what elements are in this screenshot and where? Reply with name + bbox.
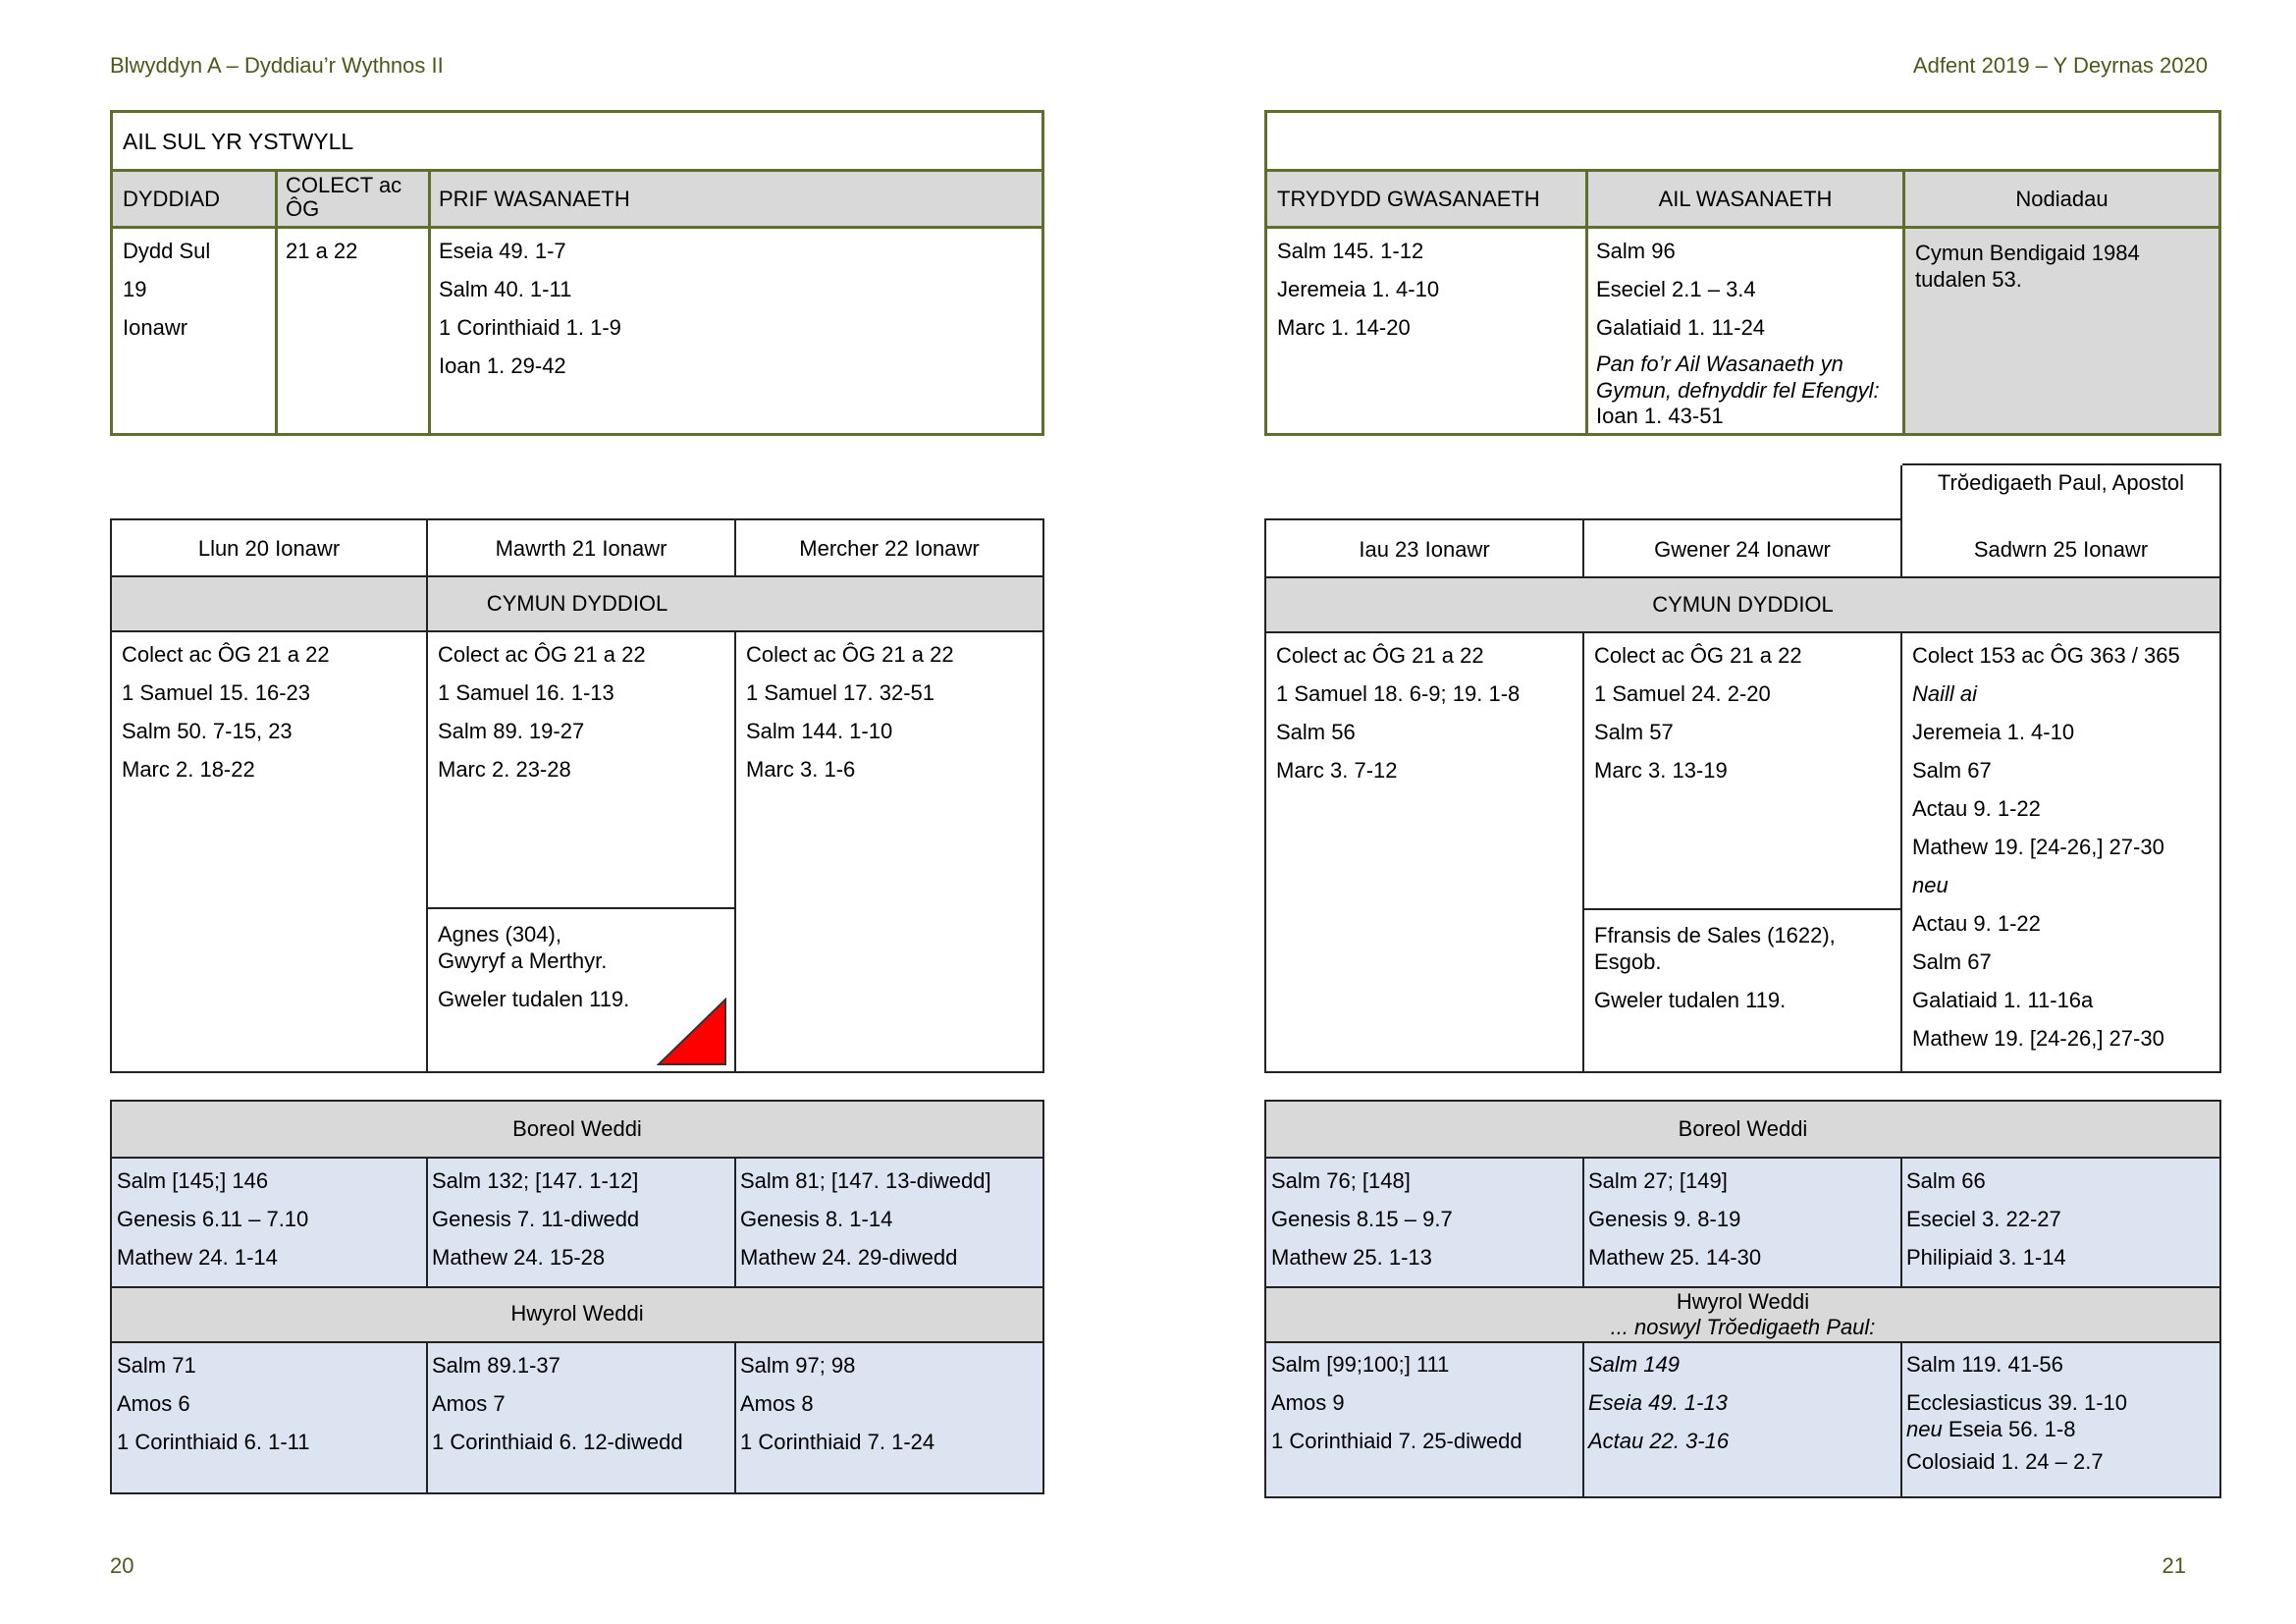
running-header-right: Adfent 2019 – Y Deyrnas 2020 (1912, 53, 2208, 78)
evening-wed: Salm 97; 98 Amos 8 1 Corinthiaid 7. 1-24 (740, 1353, 935, 1454)
col-ail: AIL WASANAETH (1658, 187, 1833, 211)
office-table-left (110, 1100, 1044, 1494)
eucharist-mon: Colect ac ÔG 21 a 22 1 Samuel 15. 16-23 Salm 50. 7-15, 23 Marc 2. 18-22 (122, 642, 330, 782)
cymun-dyddiol-right: CYMUN DYDDIOL (1652, 592, 1834, 617)
day-sat: Sadwrn 25 Ionawr (1973, 537, 2149, 562)
morning-title-right: Boreol Weddi (1678, 1116, 1808, 1141)
sunday-main-readings: Eseia 49. 1-7 Salm 40. 1-11 1 Corinthiaid 1. 1-9 Ioan 1. 29-42 (439, 239, 621, 378)
sat-feast: Trŏedigaeth Paul, Apostol (1937, 470, 2185, 495)
eucharist-wed: Colect ac ÔG 21 a 22 1 Samuel 17. 32-51 Salm 144. 1-10 Marc 3. 1-6 (746, 642, 954, 782)
evening-sat: Salm 119. 41-56 Ecclesiasticus 39. 1-10 neu Eseia 56. 1-8 Colosiaid 1. 24 – 2.7 (1906, 1352, 2127, 1474)
fri-commemoration: Ffransis de Sales (1622), Esgob. Gweler tudalen 119. (1594, 923, 1836, 1012)
col-prif: PRIF WASANAETH (439, 187, 630, 211)
day-tue: Mawrth 21 Ionawr (495, 536, 667, 561)
evening-tue: Salm 89.1-37 Amos 7 1 Corinthiaid 6. 12-diwedd (432, 1353, 683, 1454)
second-note-reading: Ioan 1. 43-51 (1596, 404, 1724, 428)
eucharist-thu: Colect ac ÔG 21 a 22 1 Samuel 18. 6-9; 19. 1-8 Salm 56 Marc 3. 7-12 (1276, 643, 1521, 783)
tue-commemoration: Agnes (304), Gwyryf a Merthyr. Gweler tudalen 119. (438, 922, 630, 1011)
second-note: Pan fo’r Ail Wasanaeth yn Gymun, defnyddir fel Efengyl: (1596, 352, 1880, 403)
col-colect: COLECT ac ÔG (286, 173, 402, 221)
evening-sat-neu: neu (1906, 1417, 1943, 1441)
sunday-title: AIL SUL YR YSTWYLL (123, 129, 354, 154)
weekday-table-left (110, 518, 1044, 1073)
morning-tue: Salm 132; [147. 1-12] Genesis 7. 11-diwedd Mathew 24. 15-28 (432, 1168, 640, 1270)
notes-text: Cymun Bendigaid 1984 tudalen 53. (1915, 241, 2140, 292)
eucharist-fri: Colect ac ÔG 21 a 22 1 Samuel 24. 2-20 Salm 57 Marc 3. 13-19 (1594, 643, 1802, 783)
evening-thu: Salm [99;100;] 111 Amos 9 1 Corinthiaid 7. 25-diwedd (1271, 1352, 1522, 1453)
office-table-right (1264, 1100, 2221, 1498)
day-fri: Gwener 24 Ionawr (1654, 537, 1831, 562)
page-number-right: 21 (2162, 1553, 2186, 1578)
day-wed: Mercher 22 Ionawr (799, 536, 980, 561)
running-header-left: Blwyddyn A – Dyddiau’r Wythnos II (110, 53, 444, 78)
day-mon: Llun 20 Ionawr (197, 536, 341, 561)
eucharist-tue: Colect ac ÔG 21 a 22 1 Samuel 16. 1-13 Salm 89. 19-27 Marc 2. 23-28 (438, 642, 646, 782)
red-triangle-marker (657, 998, 727, 1066)
evening-fri: Salm 149 Eseia 49. 1-13 Actau 22. 3-16 (1588, 1352, 1730, 1453)
sunday-collect: 21 a 22 (286, 239, 358, 263)
sunday-table-left (110, 110, 1044, 436)
weekday-table-right (1264, 463, 2221, 1073)
morning-title-left: Boreol Weddi (512, 1116, 642, 1141)
morning-thu: Salm 76; [148] Genesis 8.15 – 9.7 Mathew 25. 1-13 (1271, 1168, 1453, 1270)
day-thu: Iau 23 Ionawr (1359, 537, 1490, 562)
page-number-left: 20 (110, 1553, 134, 1578)
tue-see-page: Gweler tudalen 119. (438, 987, 630, 1011)
morning-sat: Salm 66 Eseciel 3. 22-27 Philipiaid 3. 1-14 (1906, 1168, 2066, 1270)
evening-title-left: Hwyrol Weddi (510, 1301, 644, 1326)
eucharist-sat: Colect 153 ac ÔG 363 / 365 Naill ai Jeremeia 1. 4-10 Salm 67 Actau 9. 1-22 Mathew 19. [24-26,] 27-30 neu Actau 9. 1-22 Salm 67 Galatiaid 1. 11-16a Mathew 19. [24-26,] 27-30 (1912, 643, 2180, 1051)
second-readings: Salm 96 Eseciel 2.1 – 3.4 Galatiaid 1. 11-24 Pan fo’r Ail Wasanaeth yn Gymun, defnyddir fel Efengyl: Ioan 1. 43-51 (1596, 232, 1896, 429)
cymun-dyddiol-left: CYMUN DYDDIOL (486, 591, 668, 616)
morning-mon: Salm [145;] 146 Genesis 6.11 – 7.10 Mathew 24. 1-14 (117, 1168, 309, 1270)
morning-wed: Salm 81; [147. 13-diwedd] Genesis 8. 1-14 Mathew 24. 29-diwedd (740, 1168, 991, 1270)
evening-mon: Salm 71 Amos 6 1 Corinthiaid 6. 1-11 (117, 1353, 310, 1454)
morning-fri: Salm 27; [149] Genesis 9. 8-19 Mathew 25. 14-30 (1588, 1168, 1762, 1270)
sunday-day: Dydd Sul 19 Ionawr (123, 239, 211, 340)
col-trydydd: TRYDYDD GWASANAETH (1277, 187, 1540, 211)
fri-see-page: Gweler tudalen 119. (1594, 988, 1787, 1012)
evening-note: ... noswyl Trŏedigaeth Paul: (1610, 1315, 1876, 1339)
col-nodiadau: Nodiadau (2015, 187, 2109, 211)
sunday-table-right (1264, 110, 2221, 436)
evening-title-right: Hwyrol Weddi (1676, 1289, 1810, 1314)
third-readings: Salm 145. 1-12 Jeremeia 1. 4-10 Marc 1. 14-20 (1277, 239, 1440, 340)
evening-sat-alt: Eseia 56. 1-8 (1948, 1417, 2076, 1441)
col-dyddiad: DYDDIAD (123, 187, 221, 211)
